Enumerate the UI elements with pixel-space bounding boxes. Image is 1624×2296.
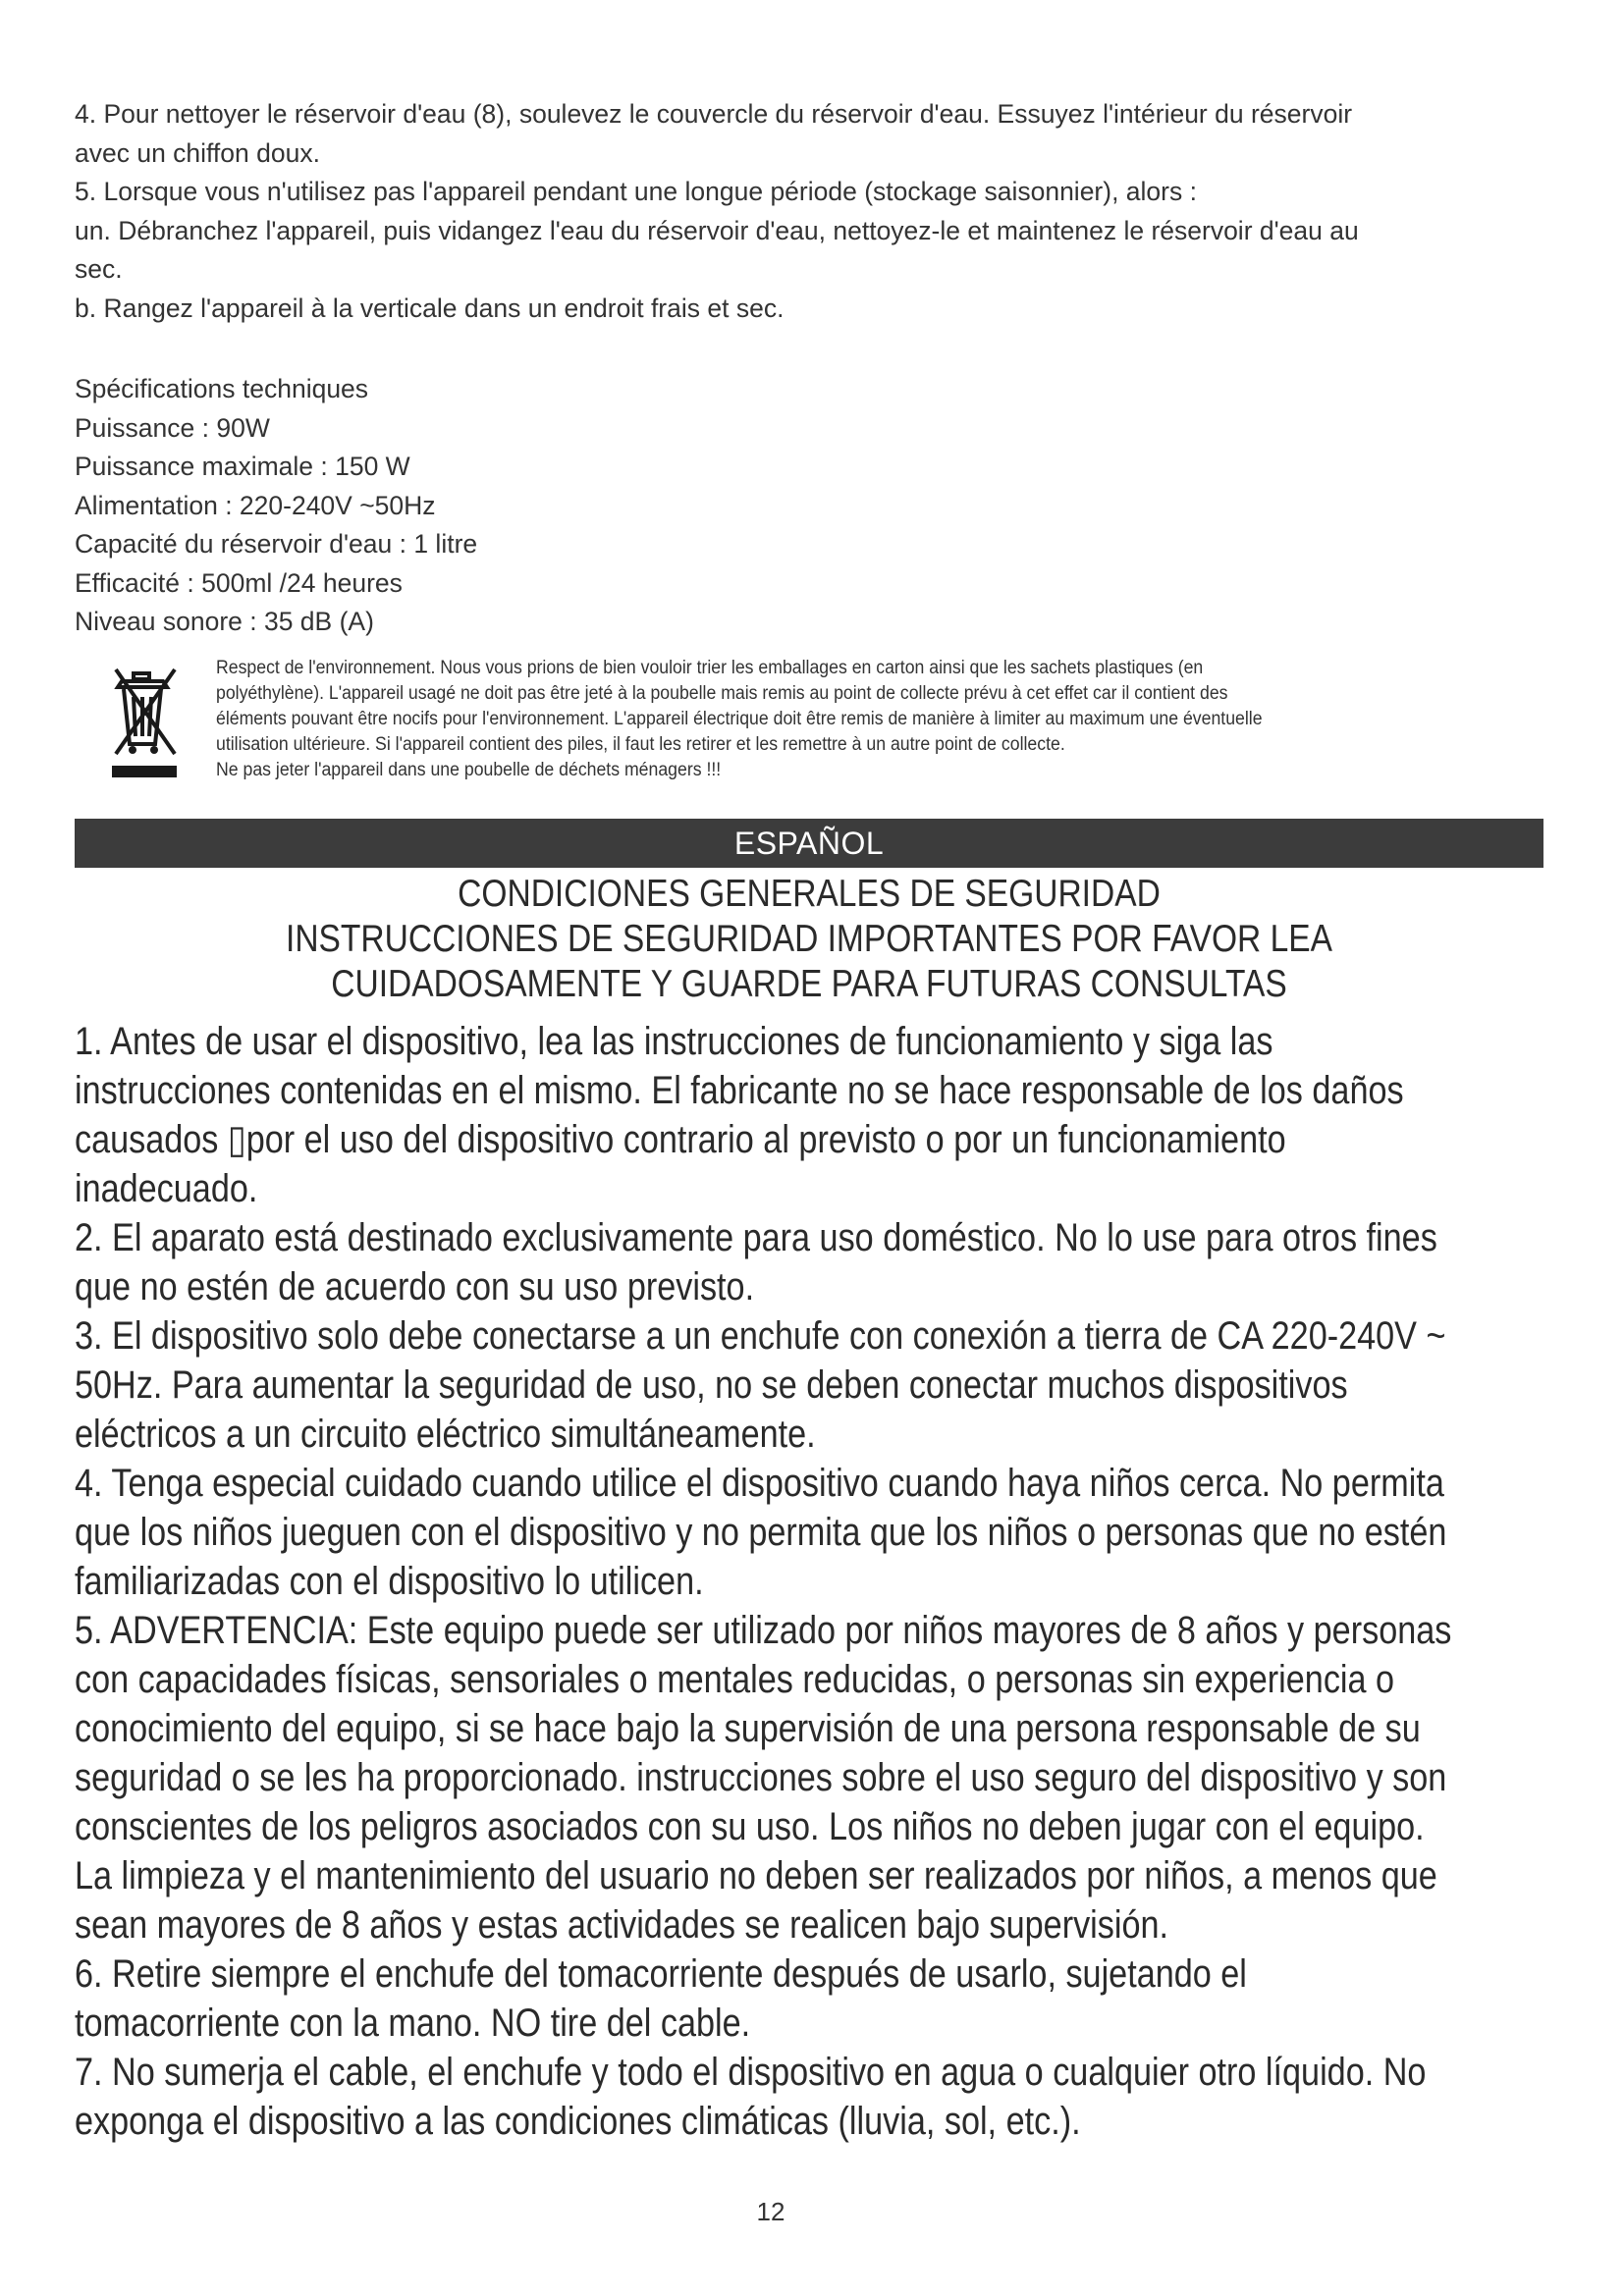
text-line: 4. Tenga especial cuidado cuando utilice el dispositivo cuando haya niños cerca. No permita bbox=[75, 1462, 1444, 1505]
text-line: 50Hz. Para aumentar la seguridad de uso, no se deben conectar muchos dispositivos bbox=[75, 1363, 1348, 1407]
spec-line: Niveau sonore : 35 dB (A) bbox=[75, 607, 374, 636]
spec-line: Puissance : 90W bbox=[75, 412, 270, 443]
text-line: que no estén de acuerdo con su uso previsto. bbox=[75, 1265, 755, 1308]
text-line: conscientes de los peligros asociados con su uso. Los niños no deben jugar con el equipo. bbox=[75, 1805, 1425, 1848]
spec-line: Efficacité : 500ml /24 heures bbox=[75, 567, 403, 598]
spec-line: Puissance maximale : 150 W bbox=[75, 452, 410, 481]
weee-crossed-bin-icon bbox=[108, 660, 187, 787]
text-line: 5. ADVERTENCIA: Este equipo puede ser utilizado por niños mayores de 8 años y personas bbox=[75, 1609, 1452, 1652]
notice-line: Ne pas jeter l'appareil dans une poubelle de déchets ménagers !!! bbox=[216, 760, 722, 780]
text-line: sec. bbox=[75, 254, 123, 284]
text-line: 5. Lorsque vous n'utilisez pas l'appareil pendant une longue période (stockage saisonnier), alors : bbox=[75, 177, 1197, 206]
spec-line: Alimentation : 220-240V ~50Hz bbox=[75, 490, 436, 520]
notice-line: utilisation ultérieure. Si l'appareil contient des piles, il faut les retirer et les remettre à un autre point de collecte. bbox=[216, 734, 1065, 755]
text-line: 1. Antes de usar el dispositivo, lea las instrucciones de funcionamiento y siga las bbox=[75, 1020, 1273, 1063]
text-line: conocimiento del equipo, si se hace bajo la supervisión de una persona responsable de su bbox=[75, 1707, 1421, 1750]
text-line: 7. No sumerja el cable, el enchufe y todo el dispositivo en agua o cualquier otro líquido. No bbox=[75, 2051, 1427, 2094]
spec-line: Capacité du réservoir d'eau : 1 litre bbox=[75, 529, 478, 559]
notice-line: éléments pouvant être nocifs pour l'environnement. L'appareil électrique doit être remis de manière à limiter au maximum une éventuelle bbox=[216, 709, 1263, 729]
text-line: familiarizadas con el dispositivo lo utilicen. bbox=[75, 1560, 704, 1603]
text-line: inadecuado. bbox=[75, 1167, 258, 1210]
text-line: 4. Pour nettoyer le réservoir d'eau (8), soulevez le couvercle du réservoir d'eau. Essuyez l'intérieur du réservoir bbox=[75, 99, 1353, 129]
section-title: CONDICIONES GENERALES DE SEGURIDAD bbox=[458, 873, 1161, 915]
text-line: tomacorriente con la mano. NO tire del cable. bbox=[75, 2002, 751, 2045]
french-specifications bbox=[75, 370, 1557, 642]
text-line: exponga el dispositivo a las condiciones climáticas (lluvia, sol, etc.). bbox=[75, 2100, 1081, 2143]
text-line: avec un chiffon doux. bbox=[75, 137, 320, 168]
text-line: instrucciones contenidas en el mismo. El fabricante no se hace responsable de los daños bbox=[75, 1069, 1404, 1112]
page-number: 12 bbox=[756, 2197, 785, 2226]
french-maintenance-section bbox=[75, 95, 1557, 328]
safety-headings bbox=[178, 872, 1441, 1007]
text-line: 6. Retire siempre el enchufe del tomacorriente después de usarlo, sujetando el bbox=[75, 1952, 1247, 1996]
spec-heading: Spécifications techniques bbox=[75, 374, 369, 403]
language-banner: ESPAÑOL bbox=[75, 819, 1543, 868]
text-line: b. Rangez l'appareil à la verticale dans un endroit frais et sec. bbox=[75, 293, 785, 323]
section-subtitle: CUIDADOSAMENTE Y GUARDE PARA FUTURAS CONSULTAS bbox=[331, 963, 1287, 1005]
text-line: 2. El aparato está destinado exclusivamente para uso doméstico. No lo use para otros fines bbox=[75, 1216, 1437, 1259]
text-line: un. Débranchez l'appareil, puis vidangez l'eau du réservoir d'eau, nettoyez-le et maintenez le réservoir d'eau au bbox=[75, 215, 1359, 245]
text-line: 3. El dispositivo solo debe conectarse a un enchufe con conexión a tierra de CA 220-240V ~ bbox=[75, 1314, 1446, 1358]
notice-line: polyéthylène). L'appareil usagé ne doit pas être jeté à la poubelle mais remis au point de collecte prévu à cet effet car il contient des bbox=[216, 683, 1228, 704]
safety-instructions bbox=[75, 1017, 1552, 2146]
text-line: causados ▯por el uso del dispositivo contrario al previsto o por un funcionamiento bbox=[75, 1118, 1286, 1161]
text-line: eléctricos a un circuito eléctrico simultáneamente. bbox=[75, 1413, 816, 1456]
text-line: seguridad o se les ha proporcionado. instrucciones sobre el uso seguro del dispositivo y son bbox=[75, 1756, 1447, 1799]
text-line: con capacidades físicas, sensoriales o mentales reducidas, o personas sin experiencia o bbox=[75, 1658, 1395, 1701]
environment-notice bbox=[216, 656, 1467, 783]
notice-line: Respect de l'environnement. Nous vous prions de bien vouloir trier les emballages en carton ainsi que les sachets plastiques (en bbox=[216, 658, 1204, 678]
section-subtitle: INSTRUCCIONES DE SEGURIDAD IMPORTANTES POR FAVOR LEA bbox=[286, 918, 1332, 960]
text-line: sean mayores de 8 años y estas actividades se realicen bajo supervisión. bbox=[75, 1903, 1169, 1947]
text-line: La limpieza y el mantenimiento del usuario no deben ser realizados por niños, a menos que bbox=[75, 1854, 1437, 1897]
text-line: que los niños jueguen con el dispositivo y no permita que los niños o personas que no estén bbox=[75, 1511, 1447, 1554]
